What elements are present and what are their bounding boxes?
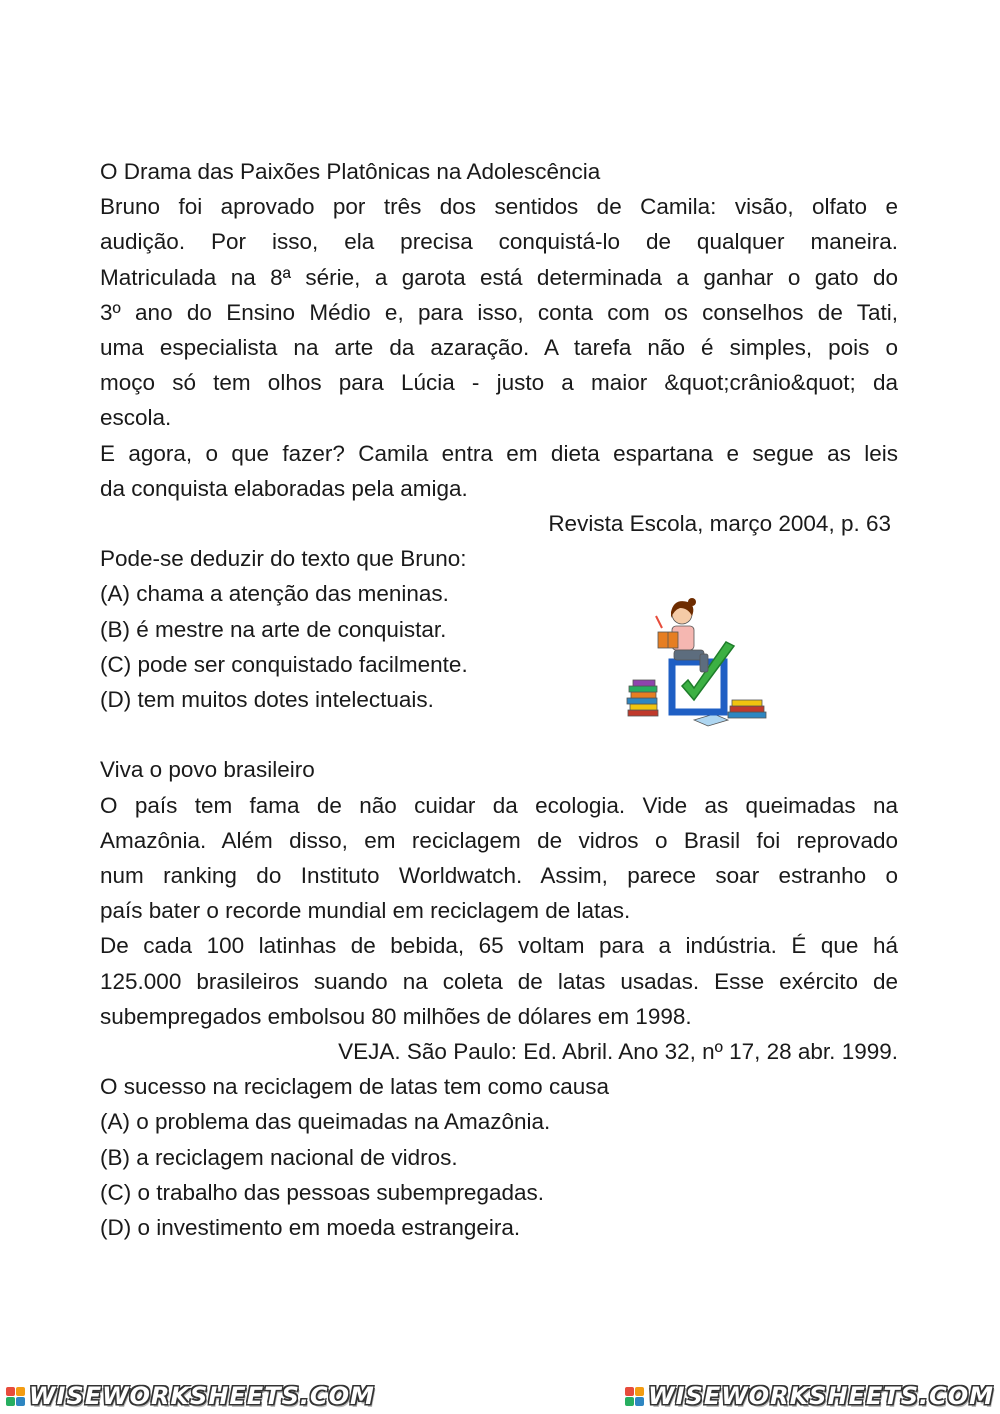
- passage1-line: uma especialista na arte da azaração. A tarefa não é simples, pois o: [100, 335, 898, 361]
- brand-logo-icon: [6, 1387, 25, 1406]
- brand-left: [6, 1382, 375, 1410]
- brand-text: WISEWORKSHEETS.COM: [29, 1382, 375, 1410]
- question1-option-d[interactable]: (D) tem muitos dotes intelectuais.: [100, 687, 434, 713]
- brand-logo-icon: [625, 1387, 644, 1406]
- passage2-line: subempregados embolsou 80 milhões de dólares em 1998.: [100, 1003, 692, 1029]
- passage2-title: Viva o povo brasileiro: [100, 757, 315, 783]
- brand-right: [625, 1382, 994, 1410]
- question2-option-b[interactable]: (B) a reciclagem nacional de vidros.: [100, 1144, 458, 1170]
- passage1-line: audição. Por isso, ela precisa conquistá-lo de qualquer maneira.: [100, 229, 898, 255]
- question2-option-d[interactable]: (D) o investimento em moeda estrangeira.: [100, 1215, 521, 1241]
- question2-prompt: O sucesso na reciclagem de latas tem como causa: [100, 1074, 609, 1100]
- passage1-line: escola.: [100, 405, 172, 431]
- worksheet-page: [100, 154, 898, 1245]
- passage2-line: país bater o recorde mundial em reciclagem de latas.: [100, 898, 631, 924]
- question2-option-c[interactable]: (C) o trabalho das pessoas subempregadas.: [100, 1179, 545, 1205]
- brand-text: WISEWORKSHEETS.COM: [648, 1382, 994, 1410]
- footer-branding: [0, 1378, 1000, 1414]
- passage1-line: Matriculada na 8ª série, a garota está determinada a ganhar o gato do: [100, 264, 898, 290]
- question2-option-a[interactable]: (A) o problema das queimadas na Amazônia.: [100, 1109, 551, 1135]
- passage1-line: da conquista elaboradas pela amiga.: [100, 475, 468, 501]
- passage2-line: Amazônia. Além disso, em reciclagem de vidros o Brasil foi reprovado: [100, 827, 898, 853]
- passage2-line: O país tem fama de não cuidar da ecologia. Vide as queimadas na: [100, 792, 898, 818]
- passage1-line: Bruno foi aprovado por três dos sentidos de Camila: visão, olfato e: [100, 194, 898, 220]
- passage2-line: num ranking do Instituto Worldwatch. Assim, parece soar estranho o: [100, 863, 898, 889]
- passage1-line: 3º ano do Ensino Médio e, para isso, conta com os conselhos de Tati,: [100, 299, 898, 325]
- question1-option-b[interactable]: (B) é mestre na arte de conquistar.: [100, 616, 447, 642]
- passage2-line: 125.000 brasileiros suando na coleta de latas usadas. Esse exército de: [100, 968, 898, 994]
- question1-option-a[interactable]: (A) chama a atenção das meninas.: [100, 581, 449, 607]
- passage1-source: Revista Escola, março 2004, p. 63: [548, 511, 891, 537]
- checkbox-icon: [622, 596, 772, 732]
- spacer: [100, 717, 898, 752]
- question1-prompt: Pode-se deduzir do texto que Bruno:: [100, 546, 467, 572]
- passage2-source: VEJA. São Paulo: Ed. Abril. Ano 32, nº 17, 28 abr. 1999.: [338, 1039, 898, 1065]
- question1-option-c[interactable]: (C) pode ser conquistado facilmente.: [100, 651, 468, 677]
- passage2-line: De cada 100 latinhas de bebida, 65 voltam para a indústria. É que há: [100, 933, 898, 959]
- passage1-line: moço só tem olhos para Lúcia - justo a maior &quot;crânio&quot; da: [100, 370, 898, 396]
- passage1-title: O Drama das Paixões Platônicas na Adolescência: [100, 159, 601, 184]
- passage1-line: E agora, o que fazer? Camila entra em dieta espartana e segue as leis: [100, 440, 898, 466]
- reading-girl-checkbox-illustration: [622, 596, 772, 732]
